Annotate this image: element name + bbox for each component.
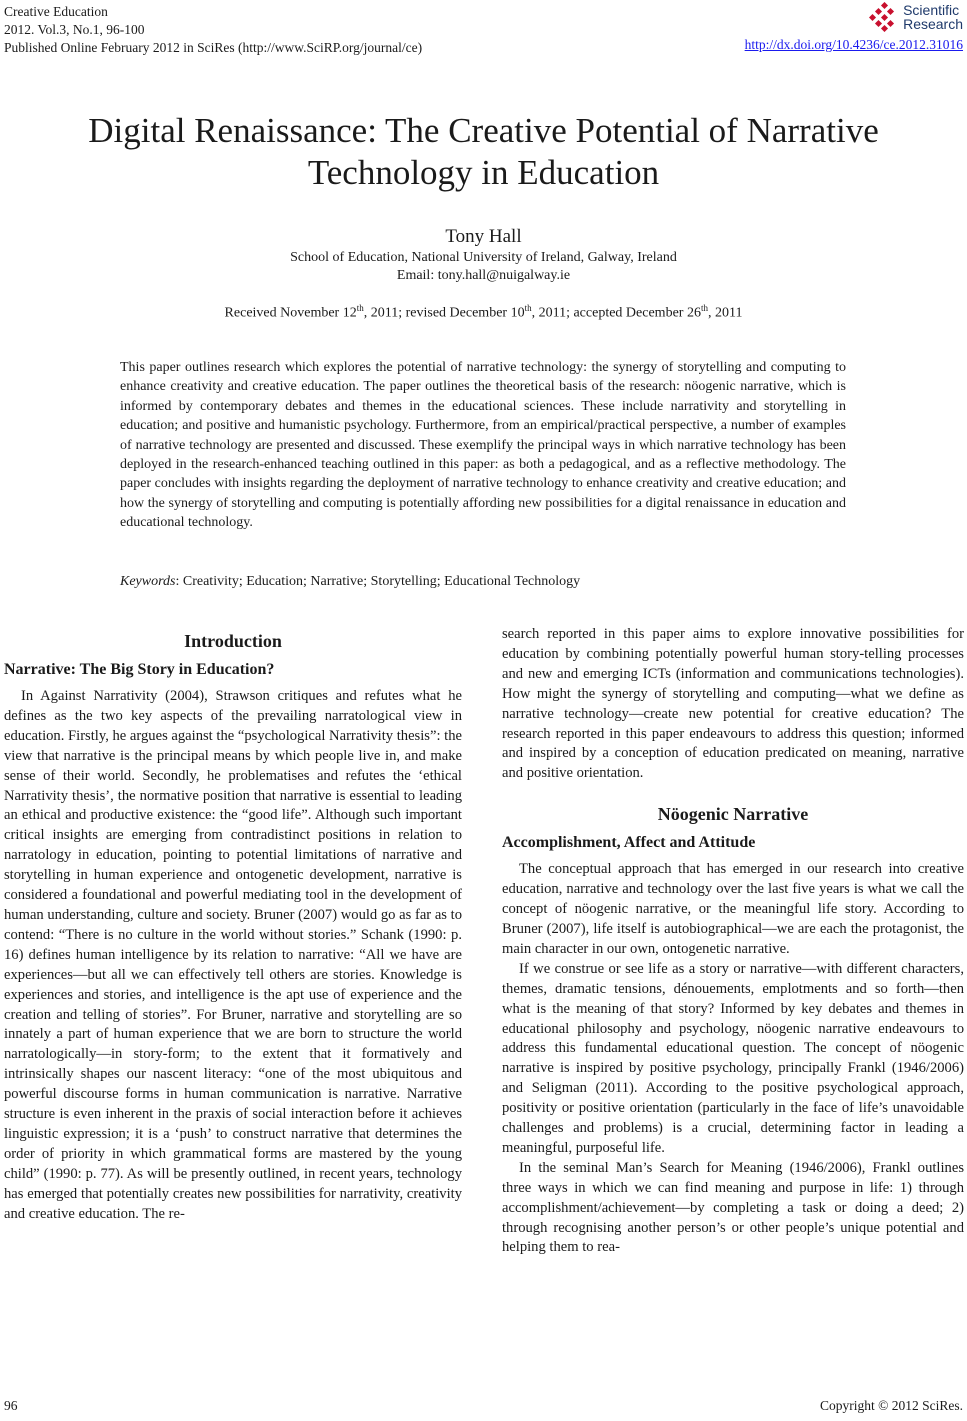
keywords-list: : Creativity; Education; Narrative; Storytelling; Educational Technology [175, 574, 581, 589]
abstract: This paper outlines research which explores the potential of narrative technology: the synergy of storytelling and computing to enhance creativity and creative education. The paper outlines the theoretical basis of the research: nöogenic narrative, which is informed by contemporary debates and themes in the educational sciences. These include narrativity and storytelling in education; and positive and humanistic psychology. Furthermore, from an empirical/practical perspective, a number of examples of narrative technology are presented and discussed. These exemplify the principal ways in which narrative technology has been deployed in the research-enhanced teaching outlined in this paper: as both a pedagogical, and as a reflective methodology. The paper concludes with insights regarding the deployment of narrative technology to enhance creativity and creative education; and how the synergy of storytelling and computing is potentially affording new possibilities for a digital renaissance in education and educational technology. [120, 360, 846, 531]
paragraph: In Against Narrativity (2004), Strawson critiques and refutes what he defines as the two key aspects of the prevailing narratological view in education. Firstly, he argues against the “psychological Narrativity thesis”: the view that narrative is the principal means by which people live in, and make sense of their world. Secondly, he problematises and refutes the ‘ethical Narrativity thesis’, the normative position that narrative is essential to leading an ethical and productive existence: the “good life”. Although such important critical insights are emerging from contradistinct positions in relation to narratology in education, pointing to potential limitations of narrative and storytelling in human experience and ontogenetic development, narrative is considered a foundational and powerful mediating tool in the development of human understanding, culture and society. Bruner (2007) would go as far as to contend: “There is no culture in the world without stories.” Schank (1990: p. 16) defines human intelligence by its relation to narrative: “All we have are experiences—but all we can effectively tell others are stories. Knowledge is experiences and stories, and intelligence is the apt use of experience and the creation and telling of stories”. For Bruner, narrative and storytelling are so innately a part of human experience that we are born to structure the world narratologically—in story-form; to the extent that it formatively and intrinsically shapes our nascent literacy: “one of the most ubiquitous and powerful discourse forms in human communication is narrative. Narrative structure is even inherent in the praxis of social interaction before it achieves linguistic expression; it is a ‘push’ to construct narrative that determines the order of priority in which grammatical forms are mastered by the young child” (1990: p. 77). As will be presently outlined, in recent years, technology has emerged that potentially creates new possibilities for narrativity, creativity and creative education. The re- [4, 688, 462, 1222]
author-affiliation [0, 249, 967, 285]
author-email: Email: tony.hall@nuigalway.ie [396, 268, 571, 283]
logo-wordmark: Scientific Research [903, 2, 963, 32]
section-heading-noogenic-narrative: Nöogenic Narrative [657, 804, 809, 825]
journal-name: Creative Education [4, 4, 108, 19]
copyright-notice: Copyright © 2012 SciRes. [819, 1398, 963, 1413]
keywords-label: Keywords [120, 574, 176, 589]
left-column [4, 625, 462, 1224]
paragraph: search reported in this paper aims to explore innovative possibilities for education by combining potentially powerful human story-telling processes and new and emerging ICTs (information and communications technologies). How might the synergy of storytelling and computing—what we define as narrative technology—create new potential for creative education? The research reported in this paper endeavours to address this question; informed and inspired by a conception of education predicated on meaning, narrative and positive orientation. [502, 626, 964, 782]
section-heading-introduction: Introduction [184, 631, 282, 651]
scientific-research-logo-icon [869, 2, 899, 32]
publication-note: Published Online February 2012 in SciRes (http://www.SciRP.org/journal/ce) [4, 40, 423, 55]
paragraph: If we construe or see life as a story or narrative—with different characters, themes, dramatic tensions, dénouements, emplotments and so forth—then what is the meaning of that story? Informed by key debates and themes in educational philosophy and psychology, nöogenic narrative endeavours to address this fundamental educational question. The concept of nöogenic narrative is inspired by positive psychology, principally Frankl (1946/2006) and Seligman (2011). According to the positive psychological approach, positivity or positive orientation (particularly in the face of life’s unavoidable challenges and problems) is a crucial, determining factor in leading a meaningful, purposeful life. [502, 960, 964, 1156]
subsection-heading-accomplishment: Accomplishment, Affect and Attitude [502, 834, 756, 852]
keywords [120, 574, 846, 590]
page-number: 96 [4, 1398, 18, 1413]
journal-volume: 2012. Vol.3, No.1, 96-100 [4, 22, 145, 37]
paragraph: In the seminal Man’s Search for Meaning (1946/2006), Frankl outlines three ways in which we can find meaning and purpose in life: 1) through accomplishment/achievement—by completing a task or doing a deed; 2) through recognising another person’s or other people’s unique potential and helping them to rea- [502, 1159, 964, 1256]
paper-title: Digital Renaissance: The Creative Potential of Narrative Technology in Education [88, 111, 879, 192]
publisher-header [745, 0, 963, 53]
journal-header [4, 3, 422, 57]
received-dates: Received November 12th, 2011; revised December 10th, 2011; accepted December 26th, 2011 [224, 303, 743, 321]
affiliation: School of Education, National University of Ireland, Galway, Ireland [290, 250, 677, 265]
publisher-logo [745, 0, 963, 34]
right-column [502, 625, 964, 1258]
subsection-heading-big-story: Narrative: The Big Story in Education? [4, 661, 275, 678]
doi-link[interactable]: http://dx.doi.org/10.4236/ce.2012.31016 [744, 37, 963, 52]
author-name: Tony Hall [445, 226, 522, 247]
paragraph: The conceptual approach that has emerged in our research into creative education, narrative and technology over the last five years is what we call the concept of nöogenic narrative, or the meaningful life story. According to Bruner (2007), life itself is autobiographical—we are each the protagonist, the main character in our own, ontogenetic narrative. [502, 861, 964, 957]
